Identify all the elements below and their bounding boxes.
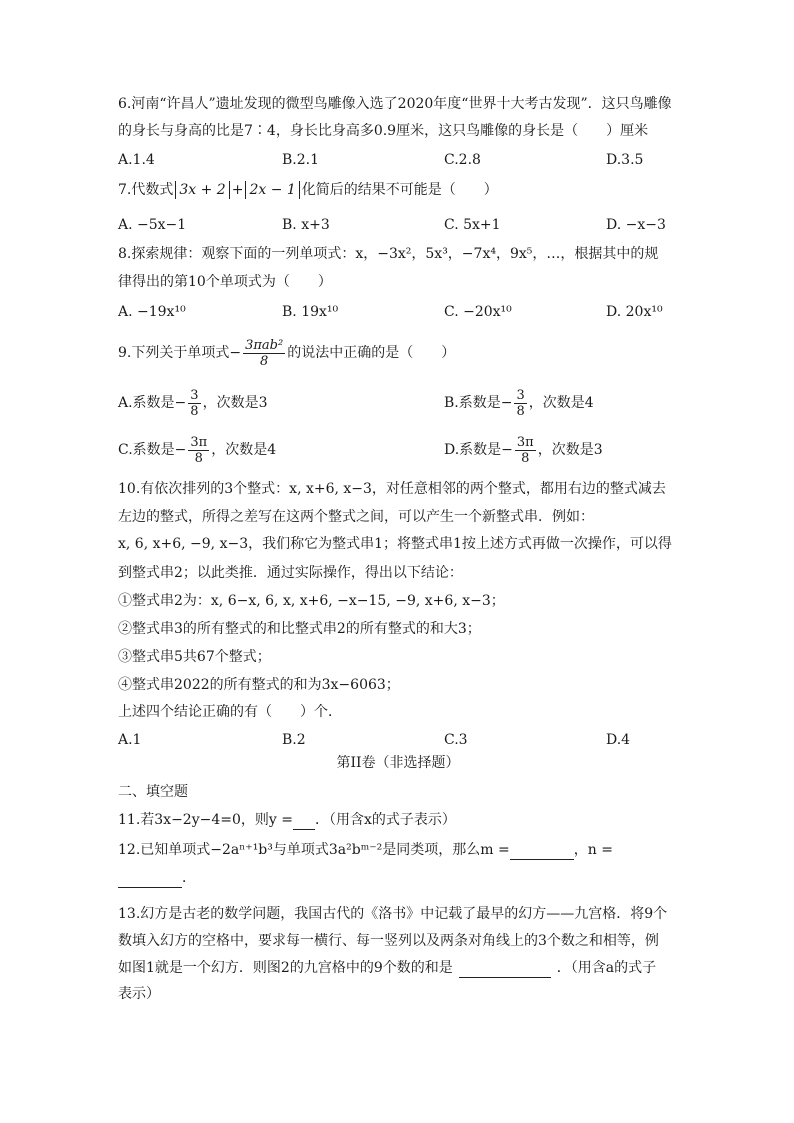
q11-answer-blank[interactable]: [293, 815, 315, 830]
q13-line-4: 表示）: [118, 986, 160, 1002]
q9-option-d-fraction: [515, 435, 536, 466]
q9-stem: [118, 336, 708, 370]
q9-option-c-fraction: [188, 435, 209, 466]
q7-abs-term-1: 3x + 2: [175, 181, 229, 199]
q10-line-2: 左边的整式，所得之差写在这两个整式之间，可以产生一个新整式串．例如：: [118, 509, 594, 525]
part-two-heading: 二、填空题: [118, 784, 188, 800]
q7-abs-term-2: 2x − 1: [245, 181, 299, 199]
q9-option-b[interactable]: [444, 386, 594, 420]
q9-option-b-label: B.系数是−: [444, 395, 513, 411]
q12-n-blank[interactable]: [118, 873, 182, 888]
q13-line-3-prefix: 如图1就是一个幻方．则图2的九宫格中的9个数的和是: [118, 960, 453, 976]
q6-option-a[interactable]: A.1.4: [118, 152, 155, 168]
q6-option-b[interactable]: B.2.1: [282, 152, 320, 168]
q13-answer-blank[interactable]: [459, 963, 551, 978]
q13-line-2: 数填入幻方的空格中，要求每一横行、每一竖列以及两条对角线上的3个数之和相等，例: [118, 933, 659, 949]
q9-option-a[interactable]: [118, 386, 268, 420]
q9-prefix: 9.下列关于单项式−: [118, 345, 242, 361]
q9-option-b-denominator: 8: [516, 403, 525, 419]
q12-end: ．: [182, 870, 196, 886]
q9-option-d-label: D.系数是−: [444, 442, 513, 458]
q8-option-b[interactable]: B. 19x¹⁰: [282, 304, 339, 320]
q8-line-2: 律得出的第10个单项式为（ ）: [118, 274, 332, 290]
q12-mid: ，n =: [573, 842, 613, 858]
q9-option-a-denominator: 8: [190, 403, 199, 419]
q11-stem: [118, 810, 708, 830]
q6-line-1: 6.河南“许昌人”遗址发现的微型鸟雕像入选了2020年度“世界十大考古发现”．这只鸟雕像: [118, 96, 672, 112]
q9-fraction: [243, 338, 285, 369]
q7-stem: [118, 180, 708, 200]
q10-question: 上述四个结论正确的有（ ）个．: [118, 704, 342, 720]
q9-option-d-numerator: 3π: [516, 434, 534, 450]
q9-option-a-numerator: 3: [190, 387, 199, 403]
q12-prefix: 12.已知单项式−2aⁿ⁺¹b³与单项式3a²bᵐ⁻²是同类项，那么m =: [118, 842, 510, 858]
q9-option-c-label: C.系数是−: [118, 442, 187, 458]
q9-option-a-degree: ，次数是3: [202, 395, 268, 411]
q6-line-2: 的身长与身高的比是7∶4，身长比身高多0.9厘米，这只鸟雕像的身长是（ ）厘米: [118, 123, 649, 139]
q9-option-b-fraction: [514, 388, 526, 419]
q10-line-1: 10.有依次排列的3个整式：x, x+6, x−3，对任意相邻的两个整式，都用右边的整式减去: [118, 481, 666, 497]
q10-option-c[interactable]: C.3: [444, 732, 468, 748]
q13-line-3-suffix: ．（用含a的式子: [556, 960, 657, 976]
q9-option-b-degree: ，次数是4: [528, 395, 594, 411]
q8-option-a[interactable]: A. −19x¹⁰: [118, 304, 186, 320]
q9-option-d[interactable]: [444, 433, 603, 467]
q11-suffix: ．（用含x的式子表示）: [314, 812, 456, 828]
q13-line-1: 13.幻方是古老的数学问题，我国古代的《洛书》中记载了最早的幻方——九宫格．将9个: [118, 906, 668, 922]
q9-option-d-denominator: 8: [521, 450, 530, 466]
q10-option-d[interactable]: D.4: [606, 732, 631, 748]
q6-option-c[interactable]: C.2.8: [444, 152, 481, 168]
q7-option-d[interactable]: D. −x−3: [606, 217, 666, 233]
q10-line-4: 到整式串2；以此类推．通过实际操作，得出以下结论：: [118, 565, 463, 581]
q10-conclusion-1: ①整式串2为：x, 6−x, 6, x, x+6, −x−15, −9, x+6, x−3；: [118, 593, 505, 609]
q8-line-1: 8.探索规律：观察下面的一列单项式：x，−3x²，5x³，−7x⁴，9x⁵，…，根据其中的规: [118, 246, 659, 262]
q7-plus: +: [231, 182, 244, 198]
q9-option-a-label: A.系数是−: [118, 395, 187, 411]
q10-conclusion-2: ②整式串3的所有整式的和比整式串2的所有整式的和大3；: [118, 621, 481, 637]
q12-line-2: [118, 868, 708, 888]
q12-m-blank[interactable]: [510, 845, 574, 860]
q9-option-d-degree: ，次数是3: [537, 442, 603, 458]
q8-option-c[interactable]: C. −20x¹⁰: [444, 304, 512, 320]
q11-prefix: 11.若3x−2y−4=0，则y =: [118, 812, 293, 828]
q10-option-b[interactable]: B.2: [282, 732, 306, 748]
q7-prefix: 7.代数式: [118, 182, 174, 198]
q9-option-c[interactable]: [118, 433, 276, 467]
q7-option-a[interactable]: A. −5x−1: [118, 217, 187, 233]
q9-fraction-denominator: 8: [260, 353, 269, 369]
q9-suffix: 的说法中正确的是（ ）: [287, 345, 456, 361]
q9-option-c-denominator: 8: [194, 450, 203, 466]
q9-option-c-degree: ，次数是4: [211, 442, 277, 458]
q6-option-d[interactable]: D.3.5: [606, 152, 644, 168]
q7-option-c[interactable]: C. 5x+1: [444, 217, 501, 233]
q7-option-b[interactable]: B. x+3: [282, 217, 330, 233]
q10-line-3: x, 6, x+6, −9, x−3，我们称它为整式串1；将整式串1按上述方式再做一次操作，可以得: [118, 536, 672, 552]
q12-stem: [118, 840, 708, 860]
q13-line-3: [118, 958, 708, 978]
section-title: 第II卷（非选择题）: [336, 755, 460, 771]
q8-option-d[interactable]: D. 20x¹⁰: [606, 304, 663, 320]
q7-suffix: 化简后的结果不可能是（ ）: [301, 182, 498, 198]
q10-option-a[interactable]: A.1: [118, 732, 142, 748]
q9-fraction-numerator: 3πab²: [245, 337, 284, 353]
q9-option-b-numerator: 3: [516, 387, 525, 403]
q9-option-a-fraction: [188, 388, 200, 419]
q10-conclusion-4: ④整式串2022的所有整式的和为3x−6063；: [118, 677, 400, 693]
q9-option-c-numerator: 3π: [190, 434, 208, 450]
q10-conclusion-3: ③整式串5共67个整式；: [118, 649, 271, 665]
